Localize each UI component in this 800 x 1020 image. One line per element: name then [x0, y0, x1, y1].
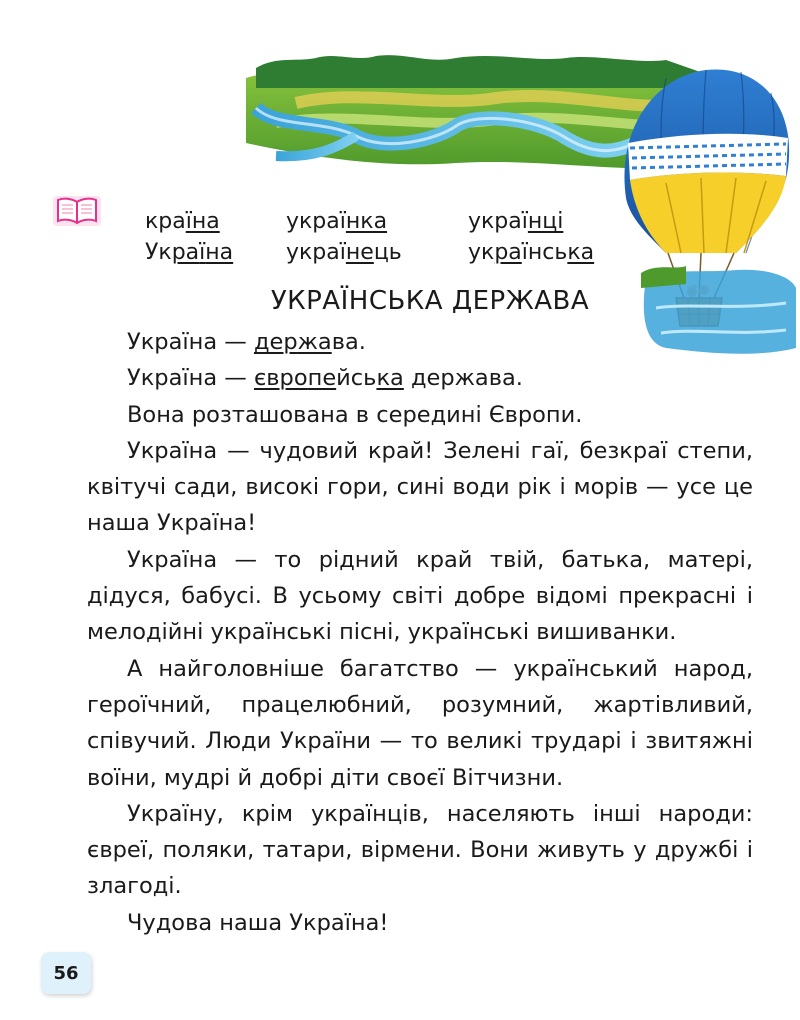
- vocab-word: країна: [145, 209, 220, 234]
- vocab-word: Україна: [145, 240, 234, 265]
- paragraph: Україна — то рідний край твій, батька, матері, дідуся, бабусі. В усьому світі добре відомі прекрасні і мелодійні українські пісні, українські вишиванки.: [87, 546, 753, 646]
- page-number: [41, 952, 91, 994]
- paragraph: Чудова наша Україна!: [127, 909, 389, 936]
- vocab-word: українці: [468, 209, 564, 234]
- paragraph: Вона розташована в середині Європи.: [127, 401, 583, 428]
- paragraph: А найголовніше багатство — український народ, героїчний, працелюбний, розумний, жартівливий, співучий. Люди України — то великі трударі і звитяжні воїни, мудрі й добрі діти своєї Вітчизни.: [87, 655, 753, 791]
- paragraph: Україна — чудовий край! Зелені гаї, безкраї степи, квітучі сади, високі гори, сині води рік і морів — усе це наша Україна!: [87, 437, 753, 537]
- paragraph: Україну, крім українців, населяють інші народи: євреї, поляки, татари, вірмени. Вони живуть у дружбі і злагоді.: [87, 800, 753, 900]
- vocab-word: українка: [286, 209, 388, 234]
- paragraph: Україна — європейська держава.: [127, 365, 523, 392]
- reading-text: [87, 324, 753, 941]
- page-title: УКРАЇНСЬКА ДЕРЖАВА: [270, 286, 590, 316]
- vocab-word: українець: [286, 240, 402, 265]
- vocabulary-words: [0, 0, 800, 280]
- page-number-label: 56: [53, 962, 79, 984]
- paragraph: Україна — держава.: [127, 329, 366, 355]
- vocab-word: українська: [468, 240, 595, 265]
